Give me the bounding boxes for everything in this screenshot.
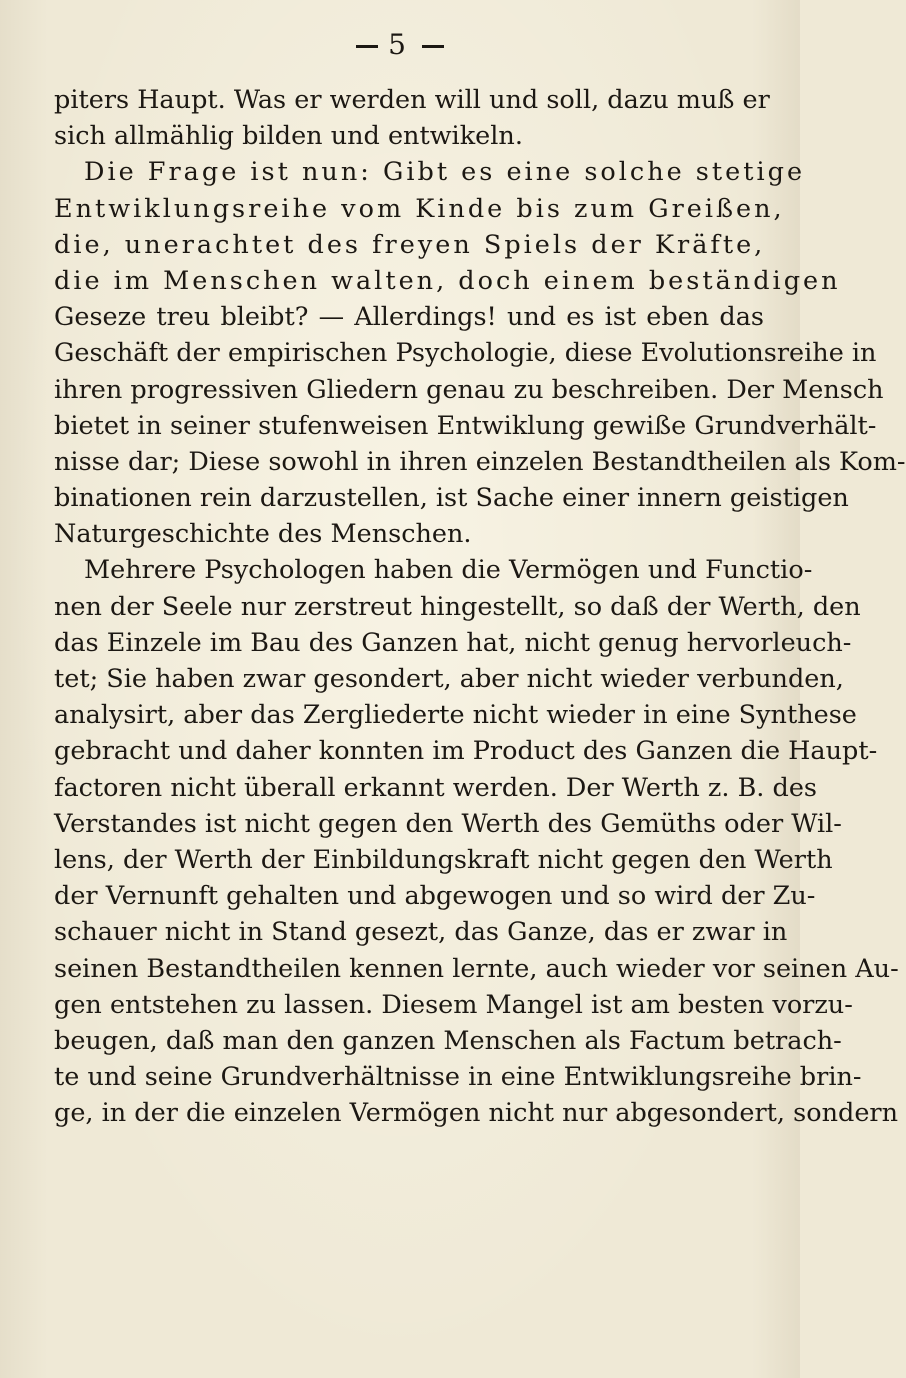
text-line: Die Frage ist nun: Gibt es eine solche stetige [84, 157, 806, 188]
text-line: das Einzele im Bau des Ganzen hat, nicht genug hervorleuch- [54, 627, 852, 658]
text-line: ihren progressiven Gliedern genau zu beschreiben. Der Mensch [54, 374, 884, 405]
text-line: binationen rein darzustellen, ist Sache einer innern geistigen [54, 483, 849, 514]
text-line: ge, in der die einzelen Vermögen nicht nur abgesondert, sondern [54, 1098, 899, 1129]
text-line: schauer nicht in Stand gesezt, das Ganze, das er zwar in [54, 917, 788, 948]
text-line: Entwiklungsreihe vom Kinde bis zum Greißen, [54, 193, 785, 224]
text-line: Geschäft der empirischen Psychologie, diese Evolutionsreihe in [54, 338, 877, 369]
page-number-header [0, 28, 800, 61]
text-line: gen entstehen zu lassen. Diesem Mangel ist am besten vorzu- [54, 989, 853, 1020]
text-line: bietet in seiner stufenweisen Entwiklung gewiße Grundverhält- [54, 410, 877, 441]
text-line: sich allmählig bilden und entwikeln. [54, 121, 523, 152]
text-line: te und seine Grundverhältnisse in eine Entwiklungsreihe brin- [54, 1062, 862, 1093]
page-number: 5 [388, 28, 412, 61]
text-line: gebracht und daher konnten im Product des Ganzen die Haupt- [54, 736, 878, 767]
text-line: lens, der Werth der Einbildungskraft nicht gegen den Werth [54, 844, 833, 875]
body-text [54, 82, 906, 1131]
text-line: factoren nicht überall erkannt werden. Der Werth z. B. des [54, 772, 818, 803]
text-line: beugen, daß man den ganzen Menschen als Factum betrach- [54, 1025, 842, 1056]
text-line: tet; Sie haben zwar gesondert, aber nicht wieder verbunden, [54, 664, 844, 694]
text-line: nen der Seele nur zerstreut hingestellt, so daß der Werth, den [54, 591, 861, 622]
text-line: Geseze treu bleibt? — Allerdings! und es ist eben das [54, 302, 764, 333]
text-line: die im Menschen walten, doch einem beständigen [54, 265, 841, 296]
text-line: die, unerachtet des freyen Spiels der Kräfte, [54, 229, 766, 260]
text-line: Mehrere Psychologen haben die Vermögen und Functio- [84, 555, 813, 586]
left-dash-ornament [356, 45, 378, 48]
text-line: Verstandes ist nicht gegen den Werth des Gemüths oder Wil- [54, 808, 842, 839]
text-line: nisse dar; Diese sowohl in ihren einzelen Bestandtheilen als Kom- [54, 446, 906, 477]
text-line: Naturgeschichte des Menschen. [54, 519, 472, 550]
right-dash-ornament [422, 45, 444, 48]
text-line: piters Haupt. Was er werden will und soll, dazu muß er [54, 85, 770, 115]
text-line: der Vernunft gehalten und abgewogen und so wird der Zu- [54, 881, 816, 912]
text-line: seinen Bestandtheilen kennen lernte, auch wieder vor seinen Au- [54, 953, 899, 984]
text-line: analysirt, aber das Zergliederte nicht wieder in eine Synthese [54, 700, 857, 731]
